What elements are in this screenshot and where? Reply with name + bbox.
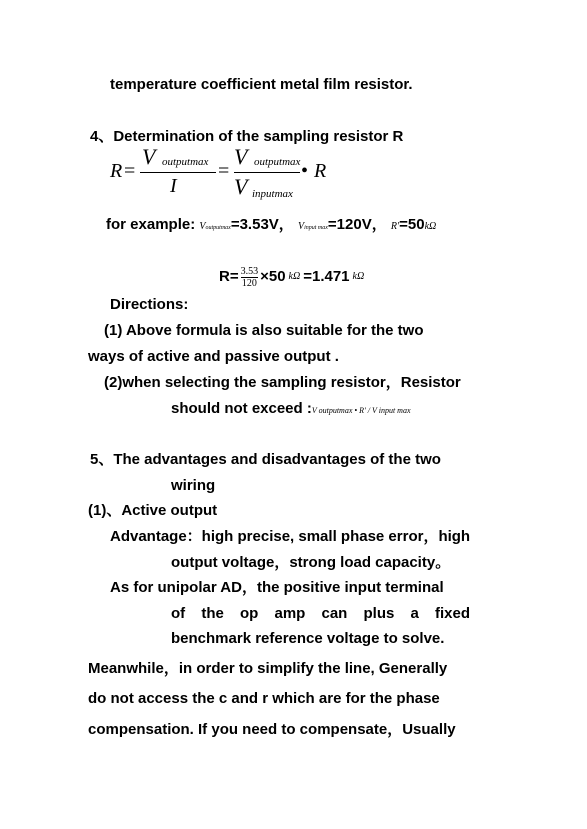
- formula-fraction-1: [140, 146, 216, 202]
- paragraph-line: [171, 400, 411, 420]
- paragraph-line: temperature coefficient metal film resistor.: [110, 76, 413, 93]
- formula-equals: =: [124, 160, 136, 182]
- paragraph-line: Advantage：high precise, small phase error，high: [110, 528, 471, 545]
- formula-v-output: V: [142, 144, 156, 169]
- calc-result: =1.471: [303, 268, 350, 285]
- paragraph-line: benchmark reference voltage to solve.: [171, 630, 445, 647]
- subheading-active-output: (1)、Active output: [88, 502, 218, 519]
- paragraph-line: [104, 322, 499, 340]
- formula-equals-2: =: [218, 160, 230, 182]
- example-vi-sub: input max: [304, 225, 328, 231]
- example-vo-sub: outputmax: [205, 225, 231, 231]
- formula-v-output-2: V: [234, 144, 248, 169]
- formula-v-input: V: [234, 174, 248, 199]
- example-vi-value: =120V，: [327, 216, 387, 233]
- formula-dot: •: [301, 160, 309, 182]
- paragraph-line: (2)when selecting the sampling resistor，Resistor: [104, 374, 461, 391]
- calc-numerator: 3.53: [240, 265, 259, 277]
- paragraph-line: do not access the c and r which are for the phase: [88, 690, 440, 707]
- calc-times: ×50: [260, 268, 286, 285]
- formula-r-2: R: [314, 160, 327, 182]
- text-span: should not exceed :: [171, 400, 312, 417]
- paragraph-line: compensation. If you need to compensate，Usually: [88, 721, 456, 738]
- example-r-value: =50: [399, 216, 425, 233]
- calculation-line: [219, 262, 364, 292]
- calc-denominator: 120: [241, 277, 257, 289]
- calc-r: R=: [219, 268, 239, 285]
- formula-fraction-2: [234, 146, 310, 202]
- formula-r: R: [110, 160, 123, 182]
- formula-i: I: [170, 175, 177, 197]
- example-vo: V: [199, 221, 206, 232]
- fraction-bar: [234, 172, 300, 173]
- formula-v-input-sub: inputmax: [252, 188, 293, 200]
- paragraph-line: output voltage，strong load capacity。: [171, 554, 451, 571]
- calc-unit-2: kΩ: [352, 271, 365, 282]
- sampling-resistor-formula: [110, 146, 340, 204]
- directions-heading: Directions:: [110, 296, 189, 313]
- paragraph-line: ways of active and passive output .: [88, 348, 339, 365]
- paragraph-line: As for unipolar AD，the positive input terminal: [110, 579, 444, 596]
- example-vo-value: =3.53V，: [230, 216, 294, 233]
- inline-formula: V outputmax • R' / V input max: [311, 406, 411, 415]
- example-r: R': [390, 221, 400, 232]
- fraction-bar: [140, 172, 216, 173]
- example-r-unit: kΩ: [424, 221, 437, 232]
- paragraph-line: Meanwhile，in order to simplify the line, Generally: [88, 660, 448, 677]
- text-span: (1) Above formula is also suitable for the two: [104, 322, 424, 339]
- text-span: 5、The advantages and disadvantages of the two: [90, 451, 441, 468]
- example-vi: V: [297, 221, 305, 232]
- calc-fraction: [241, 266, 259, 289]
- section-heading-4: 4、Determination of the sampling resistor R: [90, 128, 404, 145]
- formula-v-output-sub: outputmax: [162, 156, 209, 168]
- formula-v-output-sub-2: outputmax: [254, 156, 301, 168]
- example-label: for example:: [106, 216, 196, 233]
- paragraph-line: of the op amp can plus a fixed: [171, 605, 471, 622]
- example-line: [106, 216, 436, 237]
- section-heading-5: [90, 451, 499, 469]
- section-heading-5-cont: wiring: [171, 477, 216, 494]
- calc-unit-1: kΩ: [288, 271, 301, 282]
